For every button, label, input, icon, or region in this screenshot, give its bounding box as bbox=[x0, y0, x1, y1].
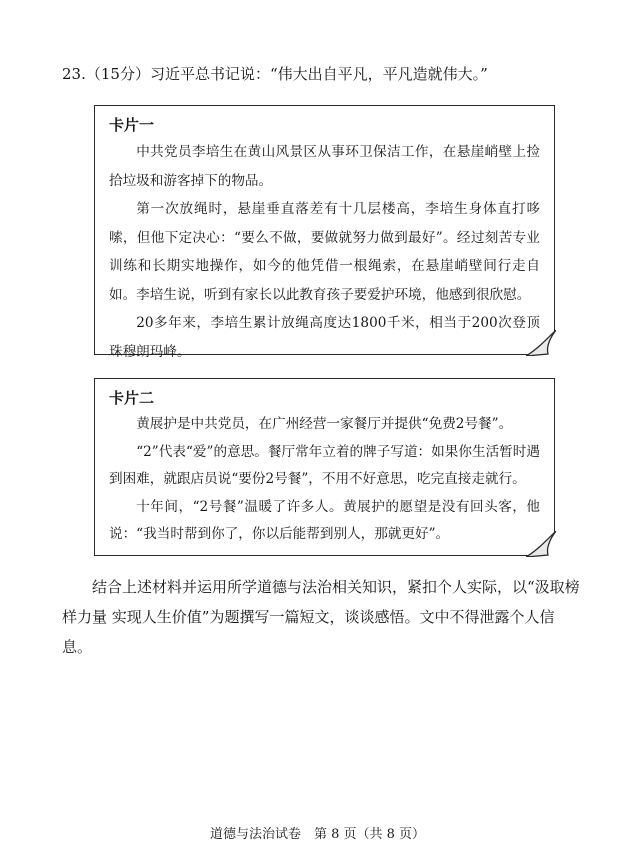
page-curl-icon bbox=[526, 531, 556, 557]
card-one-title: 卡片一 bbox=[109, 116, 155, 134]
card-two bbox=[94, 378, 555, 556]
card-one-paragraph: 中共党员李培生在黄山风景区从事环卫保洁工作，在悬崖峭壁上捡拾垃圾和游客掉下的物品。 bbox=[109, 144, 540, 189]
writing-prompt: 结合上述材料并运用所学道德与法治相关知识，紧扣个人实际，以“汲取榜样力量 实现人生价值”为题撰写一篇短文，谈谈感悟。文中不得泄露个人信息。 bbox=[62, 578, 580, 656]
card-two-title: 卡片二 bbox=[109, 389, 155, 407]
question-stem: 23.（15分）习近平总书记说：“伟大出自平凡，平凡造就伟大。” bbox=[62, 65, 488, 83]
page-footer: 道德与法治试卷 第 8 页（共 8 页） bbox=[209, 827, 426, 842]
card-two-paragraph: 黄展护是中共党员，在广州经营一家餐厅并提供“免费2号餐”。 bbox=[136, 416, 513, 432]
page-curl-icon bbox=[526, 330, 556, 356]
card-one-paragraph: 20多年来，李培生累计放绳高度达1800千米，相当于200次登顶珠穆朗玛峰。 bbox=[109, 315, 540, 360]
card-one-paragraph: 第一次放绳时，悬崖垂直落差有十几层楼高，李培生身体直打哆嗦，但他下定决心：“要么不做，要做就努力做到最好”。经过刻苦专业训练和长期实地操作，如今的他凭借一根绳索，在悬崖峭壁间行走自如。李培生说，听到有家长以此教育孩子要爱护环境，他感到很欣慰。 bbox=[109, 201, 540, 303]
card-two-paragraph: 十年间，“2号餐”温暖了许多人。黄展护的愿望是没有回头客，他说：“我当时帮到你了，你以后能帮到别人，那就更好”。 bbox=[109, 498, 540, 542]
card-two-paragraph: “2”代表“爱”的意思。餐厅常年立着的牌子写道：如果你生活暂时遇到困难，就跟店员说“要份2号餐”，不用不好意思，吃完直接走就行。 bbox=[109, 443, 540, 487]
card-one bbox=[94, 105, 555, 360]
